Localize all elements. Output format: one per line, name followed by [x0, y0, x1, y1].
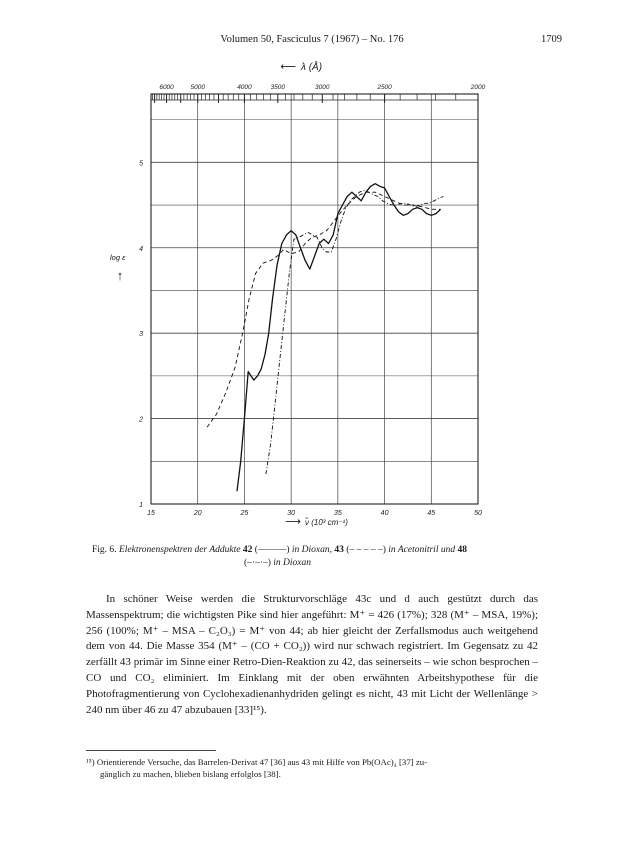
- y-tick-label: 2: [139, 416, 143, 424]
- x-tick-label: 20: [193, 510, 202, 517]
- legend-solid: (———): [254, 545, 290, 555]
- top-tick-label: 3500: [270, 84, 286, 91]
- compound-43: 43: [334, 545, 344, 555]
- solvent-dioxan-2: in Dioxan: [273, 557, 312, 568]
- legend-dashed: (– – – – –): [346, 545, 386, 555]
- footnote-rule: [86, 750, 216, 751]
- y-tick-label: 3: [139, 331, 143, 339]
- top-tick-label: 6000: [159, 84, 174, 91]
- page-number: 1709: [541, 34, 562, 45]
- chart-ticks: [138, 84, 486, 517]
- x-tick-label: 15: [147, 510, 155, 517]
- y-axis-arrow: ↑: [116, 268, 124, 283]
- top-tick-label: 3000: [315, 84, 330, 91]
- running-header: [0, 34, 624, 50]
- solvent-dioxan: in Dioxan,: [291, 545, 333, 555]
- top-axis-arrow: ⟵: [280, 61, 296, 73]
- x-tick-label: 35: [333, 510, 342, 517]
- footnote-text-1: Orientierende Versuche, das Barrelen-Derivat 47 [36] aus 43 mit Hilfe von Pb(OAc)₄ [37] zu-: [96, 757, 428, 767]
- footnote-marker: ¹⁵): [86, 757, 95, 767]
- legend-dashdot: (–·–·–): [244, 557, 271, 568]
- plot-frame: [151, 94, 478, 504]
- top-tick-label: 2500: [377, 84, 392, 91]
- top-axis-label: λ (Å): [301, 62, 323, 73]
- bottom-axis-label: ν̃ (10³ cm⁻¹): [305, 518, 348, 527]
- y-axis-label: log ε: [110, 253, 126, 262]
- chart-series: [207, 184, 443, 492]
- top-tick-label: 5000: [190, 84, 205, 91]
- y-tick-label: 5: [139, 160, 143, 168]
- body-paragraph: In schöner Weise werden die Strukturvorschläge 43c und d auch gestützt durch das Massenspektrum; die wichtigsten Pike sind hier angeführt: M⁺ = 426 (17%); 328 (M⁺ – MSA, 19%); 256 (100%; M⁺ – MSA – C₂O₃) = M⁺ von 44; ab hier gleicht der Zerfallsmodus auch weitgehend dem von 44. Die Masse 354 (M⁺ – (CO + CO₂)) wird nur schwach registriert. Im Gegensatz zu 42 zerfällt 43 primär im Sinne einer Retro-Dien-Reaktion zu 42, das seinerseits – wie schon besprochen – CO und CO₂ eliminiert. Im Einklang mit der oben erwähnten Arbeitshypothese für die Photofragmentierung von Cyclohexadienanhydriden gelingt es nicht, 43 mit Licht der Wellenlänge > 240 nm über 46 zu 47 abzubauen [33]¹⁵).: [86, 593, 538, 716]
- series-line-dashed: [207, 192, 441, 427]
- bottom-axis-arrow: ⟶: [285, 516, 301, 528]
- x-tick-label: 50: [474, 510, 482, 517]
- x-tick-label: 45: [427, 510, 436, 517]
- compound-42: 42: [242, 545, 253, 555]
- compound-48: 48: [457, 545, 467, 555]
- body-text: [86, 592, 538, 718]
- footnote-text-2: gänglich zu machen, blieben bislang erfolglos [38].: [100, 769, 281, 779]
- figure-caption: [92, 544, 542, 569]
- figure-label: Fig. 6.: [92, 545, 117, 555]
- y-tick-label: 1: [139, 502, 143, 509]
- top-tick-label: 2000: [470, 84, 486, 91]
- y-tick-label: 4: [139, 245, 143, 253]
- chart-grid: [151, 94, 478, 504]
- caption-text: Elektronenspektren der Addukte: [118, 545, 241, 555]
- x-tick-label: 30: [287, 510, 296, 517]
- footnote: [86, 756, 538, 780]
- caption-line-2: [92, 557, 542, 570]
- solvent-acetonitril: in Acetonitril und: [388, 545, 456, 555]
- top-tick-label: 4000: [237, 84, 252, 91]
- x-tick-label: 25: [240, 510, 249, 517]
- running-title: Volumen 50, Fasciculus 7 (1967) – No. 176: [220, 34, 404, 45]
- series-line-dash-dot: [266, 191, 444, 475]
- x-tick-label: 40: [380, 510, 389, 517]
- uv-spectrum-chart: [96, 58, 516, 530]
